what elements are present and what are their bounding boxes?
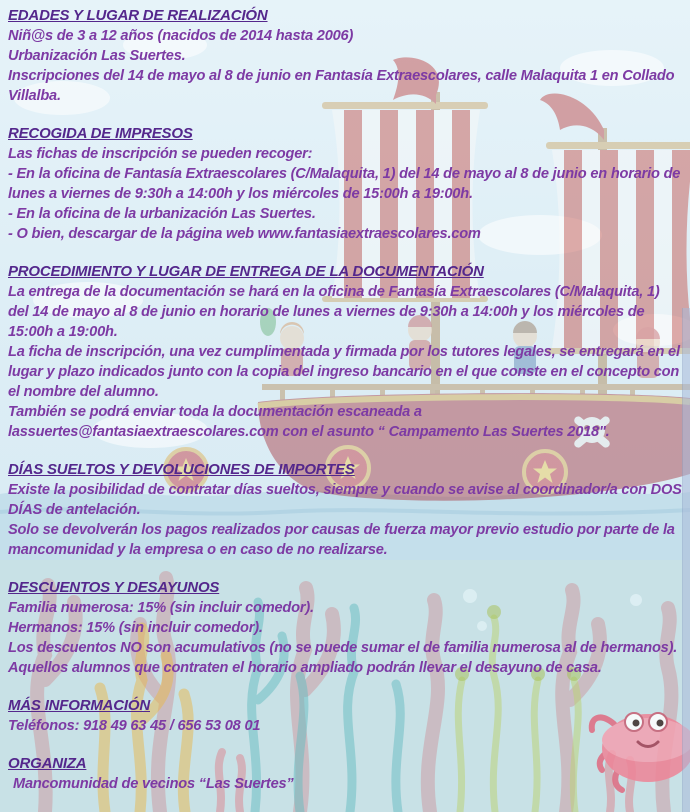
section-line: Existe la posibilidad de contratar días sueltos, siempre y cuando se avise al coordinador/a con DOS DÍAS de antelación. bbox=[8, 482, 682, 518]
section-line: Solo se devolverán los pagos realizados por causas de fuerza mayor previo estudio por parte de la mancomunidad y la empresa o en caso de no realizarse. bbox=[8, 522, 675, 558]
section-title: DESCUENTOS Y DESAYUNOS bbox=[8, 579, 220, 596]
section-descuentos bbox=[8, 578, 682, 678]
section-line: Los descuentos NO son acumulativos (no se puede sumar el de familia numerosa al de hermanos). bbox=[8, 640, 678, 656]
section-line: Familia numerosa: 15% (sin incluir comedor). bbox=[8, 600, 314, 616]
organizer-name: Mancomunidad de vecinos “Las Suertes” bbox=[13, 776, 294, 792]
section-line: Inscripciones del 14 de mayo al 8 de junio en Fantasía Extraescolares, calle Malaquita 1 en Collado Villalba. bbox=[8, 68, 675, 104]
section-dias-sueltos bbox=[8, 460, 682, 560]
section-line: La ficha de inscripción, una vez cumplimentada y firmada por los tutores legales, se entregará en el lugar y plazo indicados junto con la copia del ingreso bancario en el que conste en el concepto con el nombre del alumno. bbox=[8, 344, 680, 400]
section-line: - En la oficina de la urbanización Las Suertes. bbox=[8, 206, 316, 222]
section-title: PROCEDIMIENTO Y LUGAR DE ENTREGA DE LA DOCUMENTACIÓN bbox=[8, 263, 484, 280]
section-title: EDADES Y LUGAR DE REALIZACIÓN bbox=[8, 7, 268, 24]
section-line: La entrega de la documentación se hará en la oficina de Fantasía Extraescolares (C/Malaquita, 1) del 14 de mayo al 8 de junio en horario de lunes a viernes de 9:30h a 14:00h y los miércoles de 15:00h a 19:00h. bbox=[8, 284, 660, 340]
section-title: ORGANIZA bbox=[8, 755, 87, 772]
section-line: - En la oficina de Fantasía Extraescolares (C/Malaquita, 1) del 14 de mayo al 8 de junio en horario de lunes a viernes de 9:30h a 14:00h y los miércoles de 15:00h a 19:00h. bbox=[8, 166, 681, 202]
section-title: DÍAS SUELTOS Y DEVOLUCIONES DE IMPORTES bbox=[8, 461, 355, 478]
section-line: Urbanización Las Suertes. bbox=[8, 48, 186, 64]
section-title: MÁS INFORMACIÓN bbox=[8, 697, 150, 714]
section-mas-informacion bbox=[8, 696, 682, 736]
section-organiza bbox=[8, 754, 682, 794]
section-line: Niñ@s de 3 a 12 años (nacidos de 2014 hasta 2006) bbox=[8, 28, 354, 44]
section-title: RECOGIDA DE IMPRESOS bbox=[8, 125, 193, 142]
phone-numbers: Teléfonos: 918 49 63 45 / 656 53 08 01 bbox=[8, 718, 261, 734]
section-edades bbox=[8, 6, 682, 106]
section-procedimiento bbox=[8, 262, 682, 442]
section-line: Aquellos alumnos que contraten el horario ampliado podrán llevar el desayuno de casa. bbox=[8, 660, 602, 676]
section-line: Las fichas de inscripción se pueden recoger: bbox=[8, 146, 313, 162]
section-line: Hermanos: 15% (sin incluir comedor). bbox=[8, 620, 263, 636]
section-line email-line: También se podrá enviar toda la documentación escaneada a lassuertes@fantasiaextraescolares.com con el asunto “ Campamento Las Suertes 2018". bbox=[8, 404, 610, 440]
section-recogida bbox=[8, 124, 682, 244]
section-line website-line: - O bien, descargar de la página web www.fantasiaextraescolares.com bbox=[8, 226, 481, 242]
